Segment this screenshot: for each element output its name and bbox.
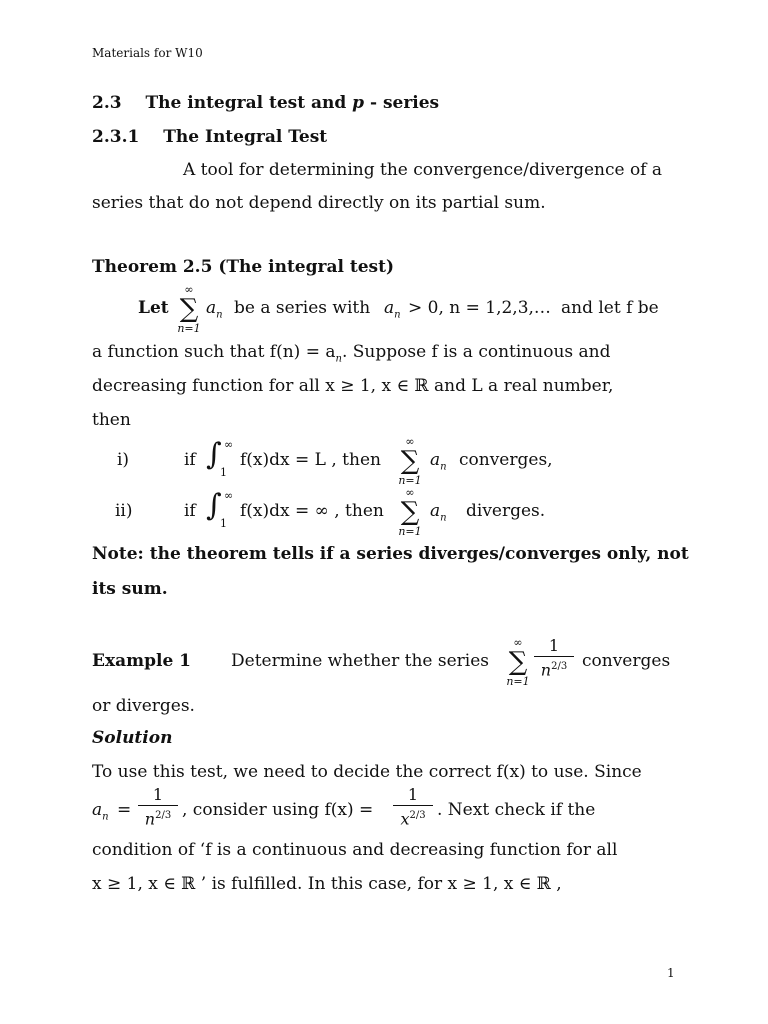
theorem-let: Let [138,298,169,318]
subsection-heading [92,127,327,147]
theorem-line-2: a function such that $f(n) = a_n$. Suppose f is a continuous and [92,342,611,365]
theorem-heading: Theorem 2.5 (The integral test) [92,257,394,277]
theorem-line-4: then [92,410,131,430]
sum-symbol-4: ∞ ∑ n=1 [506,636,530,688]
case-i-integrand: f(x)dx = L , then [240,450,381,470]
theorem-and-let: and let f be [561,298,659,318]
solution-line-3: condition of ‘f is a continuous and decreasing function for all [92,840,618,860]
example-text: Determine whether the series [231,651,489,671]
section-number: 2.3 [92,93,122,113]
example-tail: converges [582,651,671,671]
sum-symbol-3: ∞ ∑ n=1 [398,486,422,538]
case-i-if: if [184,450,196,470]
example-label: Example 1 [92,651,192,671]
solution-fraction-x: 1 $x^{2/3}$ [393,786,433,828]
example-fraction: 1 $n^{2/3}$ [534,637,574,679]
page-number: 1 [667,966,675,980]
solution-heading: Solution [92,728,173,748]
intro-line-1: A tool for determining the convergence/divergence of a [183,160,663,180]
theorem-an-2: $a_n$ [384,298,401,321]
example-line-2: or diverges. [92,696,195,716]
integral-symbol-2: ∫ ∞ 1 [206,488,234,530]
case-ii-label: ii) [115,501,133,521]
subsection-title: The Integral Test [163,127,328,147]
theorem-an: $a_n$ [206,298,223,321]
sum-symbol-2: ∞ ∑ n=1 [398,435,422,487]
subsection-number: 2.3.1 [92,127,140,147]
solution-an-equals: = [117,800,132,820]
section-title: The integral test and p - series [145,93,440,113]
theorem-line-3: decreasing function for all x ≥ 1, x ∈ ℝ and L a real number, [92,376,614,396]
note-line-2: its sum. [92,579,168,599]
theorem-condition: > 0, n = 1,2,3,… [408,298,551,318]
case-i-an: $a_n$ [430,450,447,473]
sum-symbol-1: ∞ ∑ n=1 [177,283,201,335]
theorem-be-series: be a series with [234,298,371,318]
case-ii-integrand: f(x)dx = ∞ , then [240,501,384,521]
case-i-tail: converges, [459,450,553,470]
integral-symbol-1: ∫ ∞ 1 [206,437,234,479]
note-line-1: Note: the theorem tells if a series diverges/converges only, not [92,544,689,564]
solution-fraction-n: 1 $n^{2/3}$ [138,786,178,828]
case-ii-tail: diverges. [466,501,546,521]
solution-line-4: x ≥ 1, x ∈ ℝ ’ is fulfilled. In this case, for x ≥ 1, x ∈ ℝ , [92,874,562,894]
case-ii-if: if [184,501,196,521]
solution-an: $a_n$ [92,800,109,823]
case-ii-an: $a_n$ [430,501,447,524]
page-header: Materials for W10 [92,46,203,60]
intro-line-2: series that do not depend directly on its partial sum. [92,193,546,213]
case-i-label: i) [117,450,130,470]
solution-consider: , consider using f(x) = [182,800,374,820]
section-heading [92,93,439,113]
solution-line-1: To use this test, we need to decide the correct f(x) to use. Since [92,762,642,782]
solution-next: . Next check if the [437,800,596,820]
